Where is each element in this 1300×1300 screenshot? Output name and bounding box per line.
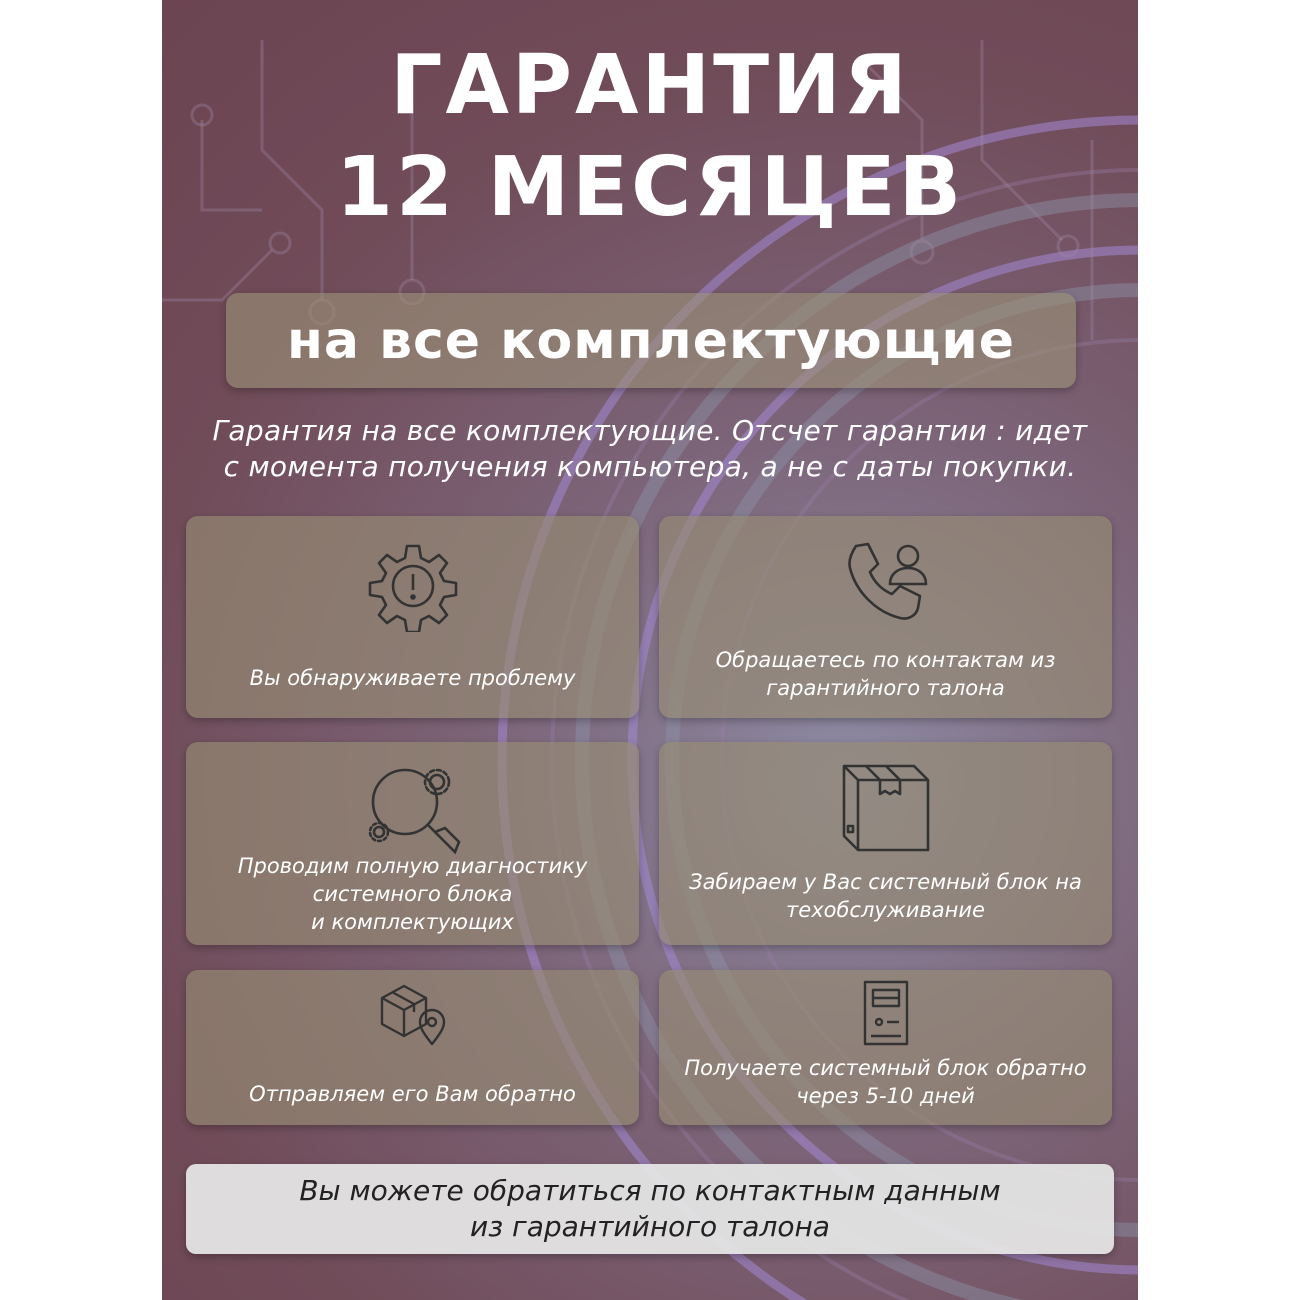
intro-line-2: с момента получения компьютера, а не с даты покупки.	[223, 450, 1077, 483]
box-location-icon	[186, 982, 639, 1050]
gear-warning-icon	[186, 540, 639, 636]
footer-line-2: из гарантийного талона	[470, 1210, 830, 1243]
intro-line-1: Гарантия на все комплектующие. Отсчет гарантии : идет	[212, 414, 1088, 447]
subtitle-text: на все комплектующие	[286, 310, 1016, 371]
footer-line-1: Вы можете обратиться по контактным данным	[299, 1174, 1001, 1207]
intro-paragraph	[202, 413, 1098, 485]
step-card-contact	[659, 516, 1112, 718]
magnifier-gears-icon	[186, 762, 639, 862]
step-card-return	[186, 970, 639, 1125]
footer-note	[186, 1164, 1114, 1254]
box-icon	[659, 762, 1112, 858]
step-text: Вы обнаруживаете проблему	[249, 666, 576, 690]
title-line-1: ГАРАНТИЯ	[390, 38, 910, 133]
step-card-pickup	[659, 742, 1112, 945]
warranty-poster	[162, 0, 1138, 1300]
phone-contact-icon	[659, 538, 1112, 638]
step-card-detect-problem	[186, 516, 639, 718]
step-text: Отправляем его Вам обратно	[249, 1082, 576, 1106]
step-text: Забираем у Вас системный блок на техобслуживание	[689, 870, 1082, 922]
step-text: Обращаетесь по контактам из гарантийного талона	[715, 648, 1056, 700]
pc-tower-icon	[659, 980, 1112, 1050]
subtitle-banner	[226, 293, 1076, 388]
title-line-2: 12 МЕСЯЦЕВ	[335, 140, 965, 235]
step-text: Проводим полную диагностику системного блока и комплектующих	[237, 854, 588, 934]
step-text: Получаете системный блок обратно через 5-10 дней	[684, 1056, 1087, 1108]
step-card-receive	[659, 970, 1112, 1125]
step-card-diagnostics	[186, 742, 639, 945]
